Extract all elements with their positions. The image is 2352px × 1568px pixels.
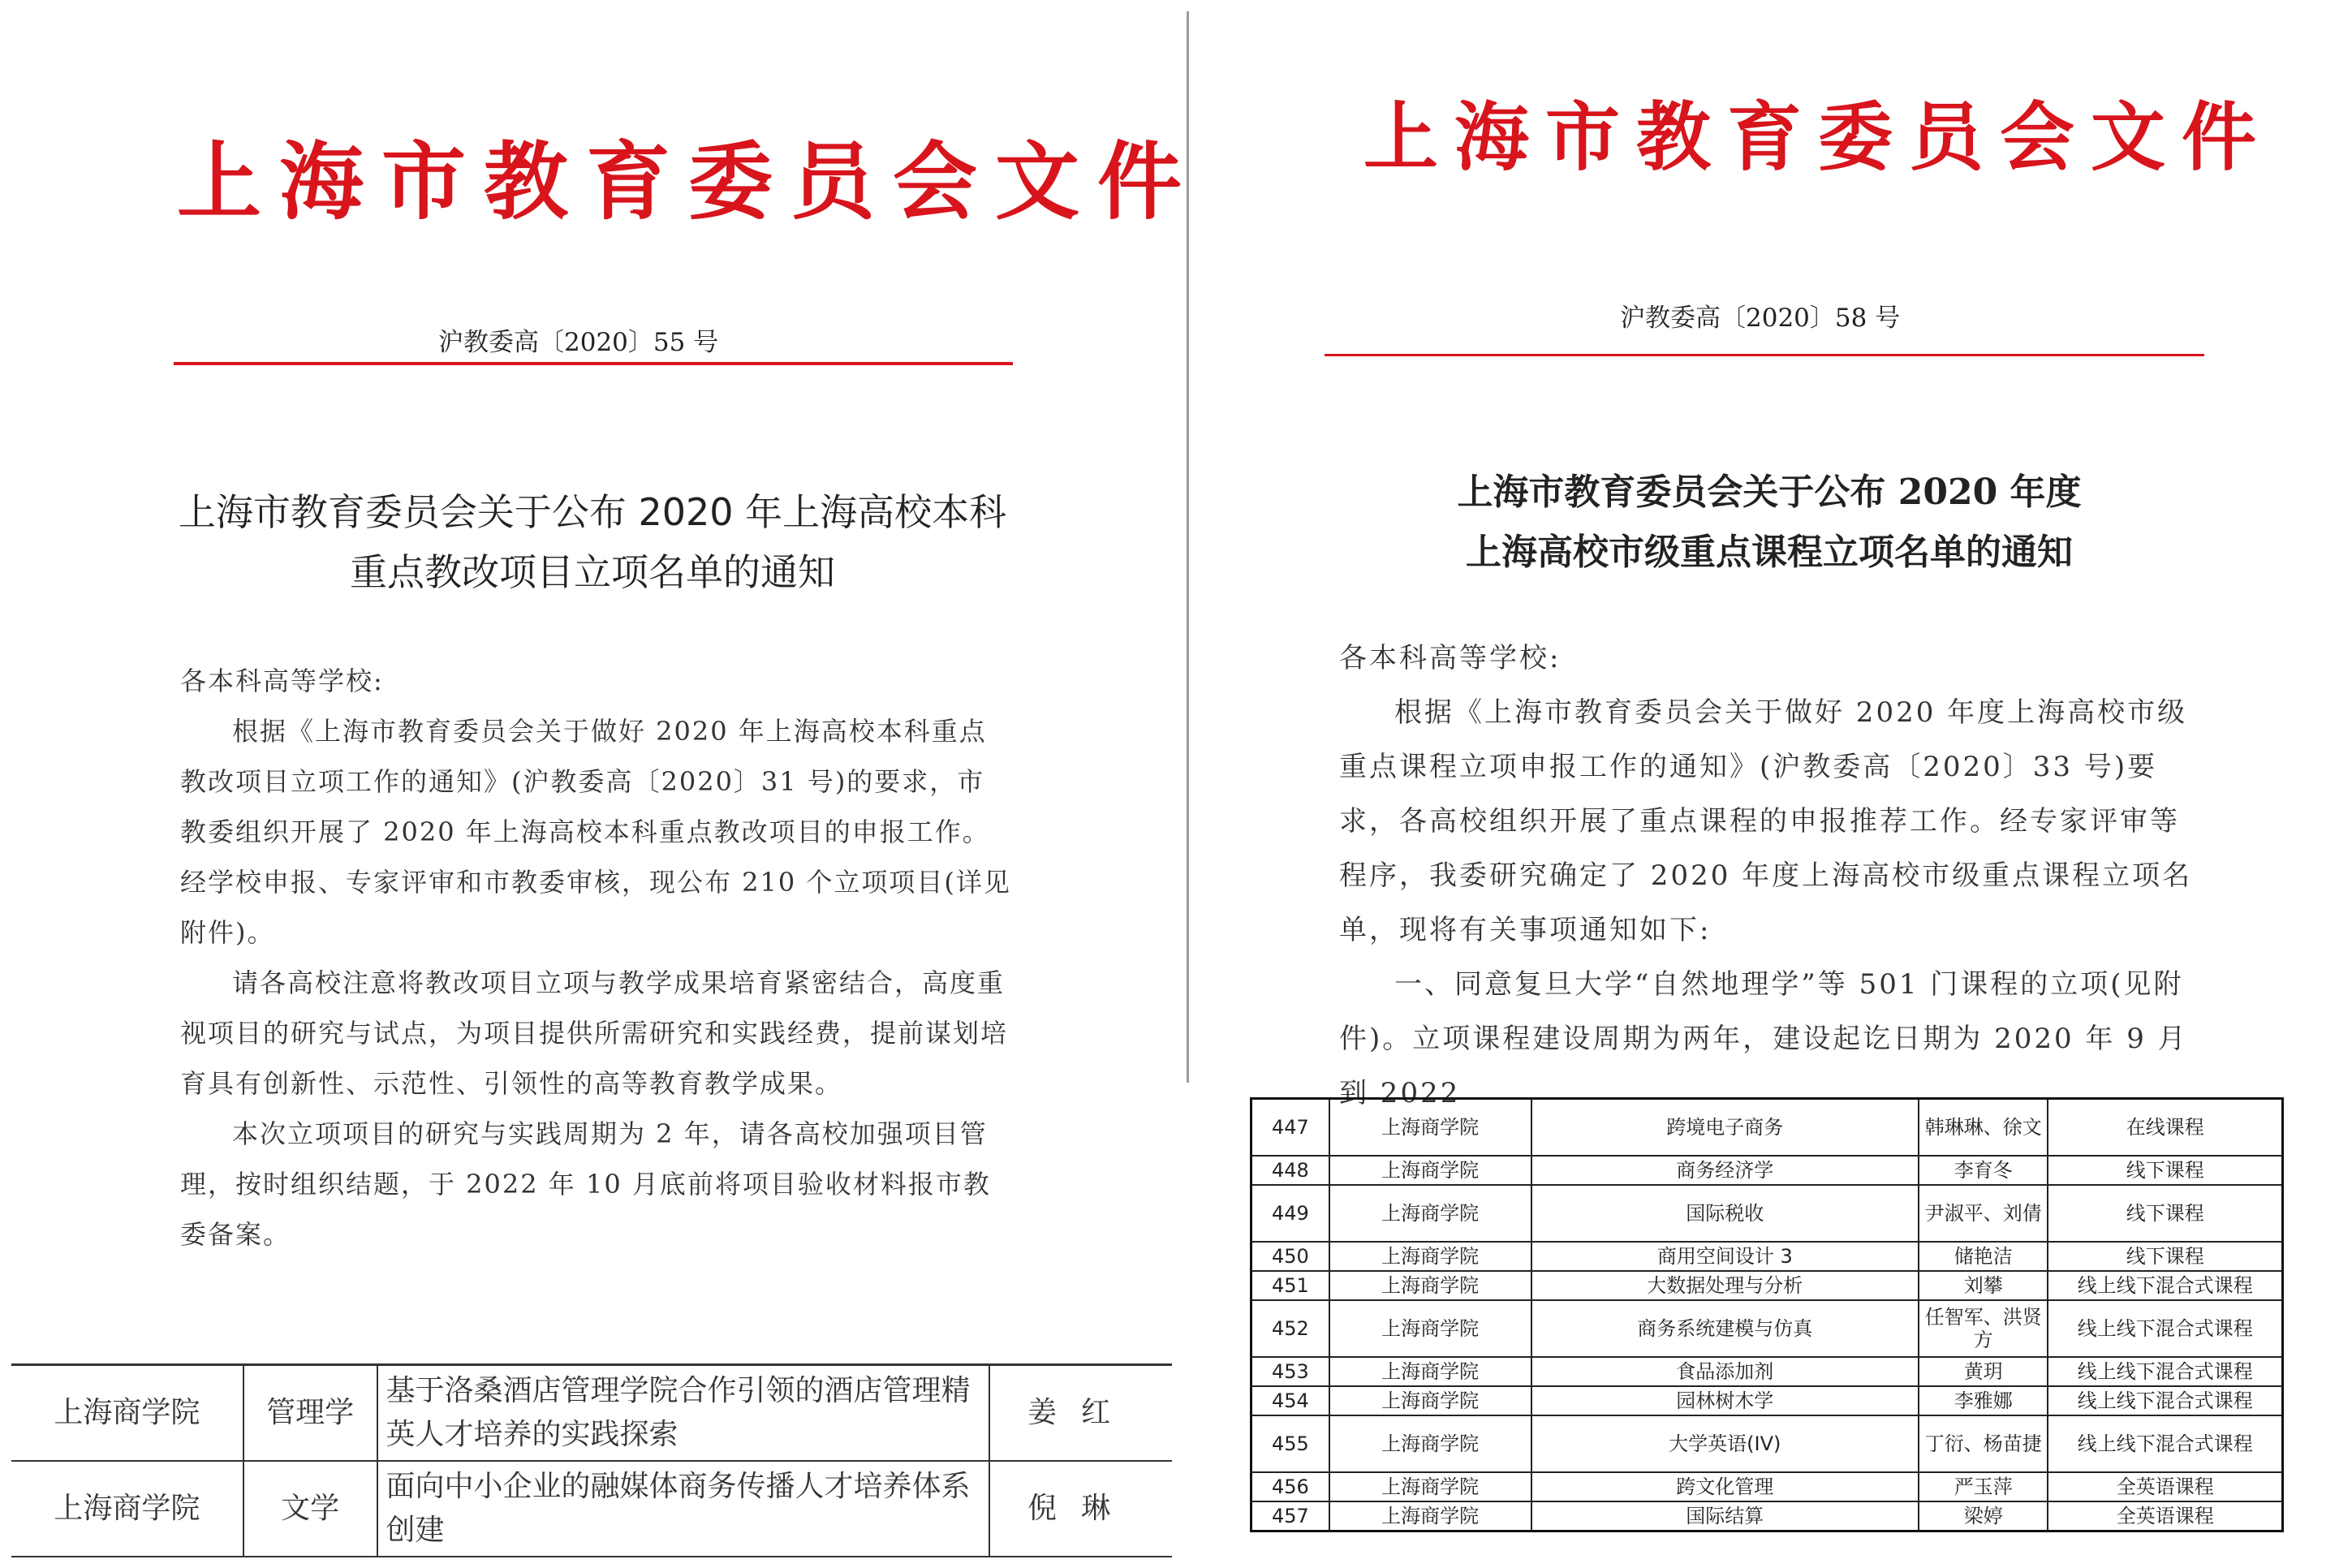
table-row: [11, 1461, 1172, 1557]
cell-type: 线下课程: [2048, 1156, 2282, 1185]
cell-number: 449: [1251, 1185, 1329, 1242]
cell-type: 线上线下混合式课程: [2048, 1386, 2282, 1415]
cell-person: 黄玥: [1919, 1357, 2048, 1386]
cell-field: 文学: [243, 1461, 377, 1557]
table-row: [1251, 1271, 2283, 1300]
table-row: [1251, 1357, 2283, 1386]
cell-type: 线上线下混合式课程: [2048, 1357, 2282, 1386]
left-paragraph-2: 请各高校注意将教改项目立项与教学成果培育紧密结合，高度重视项目的研究与试点，为项目提供所需研究和实践经费，提前谋划培育具有创新性、示范性、引领性的高等教育教学成果。: [180, 967, 1009, 1099]
cell-course: 园林树木学: [1531, 1386, 1919, 1415]
left-red-rule: [174, 362, 1013, 365]
left-doc-number: 沪教委高〔2020〕55 号: [438, 328, 719, 357]
cell-school: 上海商学院: [1329, 1386, 1531, 1415]
cell-school: 上海商学院: [1329, 1156, 1531, 1185]
cell-person: 丁衍、杨苗捷: [1919, 1415, 2048, 1472]
cell-person: 储艳洁: [1919, 1242, 2048, 1271]
cell-school: 上海商学院: [1329, 1099, 1531, 1157]
table-row: [1251, 1185, 2283, 1242]
cell-project: 面向中小企业的融媒体商务传播人才培养体系创建: [377, 1461, 990, 1557]
cell-school: 上海商学院: [1329, 1242, 1531, 1271]
cell-course: 大学英语(IV): [1531, 1415, 1919, 1472]
left-title-line2: 重点教改项目立项名单的通知: [350, 550, 835, 594]
cell-course: 国际税收: [1531, 1185, 1919, 1242]
cell-type: 全英语课程: [2048, 1472, 2282, 1501]
left-salutation: 各本科高等学校:: [180, 666, 384, 696]
cell-school: 上海商学院: [11, 1365, 243, 1462]
cell-type: 在线课程: [2048, 1099, 2282, 1157]
cell-person: 任智军、洪贤方: [1919, 1300, 2048, 1357]
right-red-header: 上海市教育委员会文件: [1363, 93, 2273, 181]
table-row: [1251, 1099, 2283, 1157]
cell-person: 李育冬: [1919, 1156, 2048, 1185]
right-red-rule: [1325, 354, 2204, 356]
right-paragraph-1: 根据《上海市教育委员会关于做好 2020 年度上海高校市级重点课程立项申报工作的通知》(沪教委高〔2020〕33 号)要求，各高校组织开展了重点课程的申报推荐工作。经专家评审等程序，我委研究确定了 2020 年度上海高校市级重点课程立项名单，现将有关事项通知如下:: [1339, 696, 2193, 946]
right-doc-number: 沪教委高〔2020〕58 号: [1620, 304, 1901, 333]
cell-course: 跨境电子商务: [1531, 1099, 1919, 1157]
cell-number: 448: [1251, 1156, 1329, 1185]
cell-course: 商用空间设计 3: [1531, 1242, 1919, 1271]
left-project-table: [11, 1363, 1172, 1557]
cell-number: 447: [1251, 1099, 1329, 1157]
right-title-line2: 上海高校市级重点课程立项名单的通知: [1466, 532, 2073, 573]
right-course-table: [1250, 1097, 2284, 1532]
cell-course: 商务系统建模与仿真: [1531, 1300, 1919, 1357]
right-body: [1339, 631, 2201, 1109]
left-title-line1: 上海市教育委员会关于公布 2020 年上海高校本科: [178, 490, 1007, 534]
cell-number: 451: [1251, 1271, 1329, 1300]
cell-course: 商务经济学: [1531, 1156, 1919, 1185]
left-paragraph-3: 本次立项项目的研究与实践周期为 2 年，请各高校加强项目管理，按时组织结题，于 2022 年 10 月底前将项目验收材料报市教委备案。: [180, 1118, 991, 1250]
cell-type: 线下课程: [2048, 1185, 2282, 1242]
cell-person: 姜红: [989, 1365, 1172, 1462]
cell-person: 刘攀: [1919, 1271, 2048, 1300]
cell-person: 李雅娜: [1919, 1386, 2048, 1415]
table-row: [11, 1365, 1172, 1462]
left-red-header: 上海市教育委员会文件: [177, 132, 1200, 231]
left-body: [180, 656, 1011, 1260]
cell-school: 上海商学院: [1329, 1185, 1531, 1242]
cell-course: 跨文化管理: [1531, 1472, 1919, 1501]
right-paragraph-2: 一、同意复旦大学“自然地理学”等 501 门课程的立项(见附件)。立项课程建设周期为两年，建设起讫日期为 2020 年 9 月到 2022: [1339, 968, 2188, 1109]
cell-school: 上海商学院: [1329, 1300, 1531, 1357]
cell-school: 上海商学院: [1329, 1357, 1531, 1386]
cell-project: 基于洛桑酒店管理学院合作引领的酒店管理精英人才培养的实践探索: [377, 1365, 990, 1462]
cell-school: 上海商学院: [1329, 1472, 1531, 1501]
cell-number: 457: [1251, 1501, 1329, 1531]
cell-number: 453: [1251, 1357, 1329, 1386]
left-paragraph-1: 根据《上海市教育委员会关于做好 2020 年上海高校本科重点教改项目立项工作的通知》(沪教委高〔2020〕31 号)的要求，市教委组织开展了 2020 年上海高校本科重点教改项目的申报工作。经学校申报、专家评审和市教委审核，现公布 210 个立项项目(详见附件)。: [180, 716, 1011, 948]
cell-type: 线下课程: [2048, 1242, 2282, 1271]
right-title-line1: 上海市教育委员会关于公布 2020 年度: [1457, 472, 2082, 513]
table-row: [1251, 1156, 2283, 1185]
right-title: [1331, 463, 2208, 583]
cell-number: 454: [1251, 1386, 1329, 1415]
cell-type: 线上线下混合式课程: [2048, 1415, 2282, 1472]
cell-number: 450: [1251, 1242, 1329, 1271]
cell-person: 严玉萍: [1919, 1472, 2048, 1501]
cell-type: 线上线下混合式课程: [2048, 1300, 2282, 1357]
table-row: [1251, 1242, 2283, 1271]
table-row: [1251, 1386, 2283, 1415]
cell-type: 全英语课程: [2048, 1501, 2282, 1531]
table-row: [1251, 1415, 2283, 1472]
cell-field: 管理学: [243, 1365, 377, 1462]
cell-person: 倪琳: [989, 1461, 1172, 1557]
cell-course: 食品添加剂: [1531, 1357, 1919, 1386]
cell-number: 452: [1251, 1300, 1329, 1357]
left-title: [162, 482, 1023, 602]
cell-school: 上海商学院: [1329, 1501, 1531, 1531]
cell-number: 456: [1251, 1472, 1329, 1501]
cell-school: 上海商学院: [1329, 1271, 1531, 1300]
table-row: [1251, 1501, 2283, 1531]
table-row: [1251, 1472, 2283, 1501]
cell-person: 尹淑平、刘倩: [1919, 1185, 2048, 1242]
cell-school: 上海商学院: [11, 1461, 243, 1557]
cell-course: 大数据处理与分析: [1531, 1271, 1919, 1300]
cell-number: 455: [1251, 1415, 1329, 1472]
cell-course: 国际结算: [1531, 1501, 1919, 1531]
cell-person: 韩琳琳、徐文: [1919, 1099, 2048, 1157]
cell-type: 线上线下混合式课程: [2048, 1271, 2282, 1300]
cell-school: 上海商学院: [1329, 1415, 1531, 1472]
table-row: [1251, 1300, 2283, 1357]
right-salutation: 各本科高等学校:: [1339, 642, 1562, 674]
cell-person: 梁婷: [1919, 1501, 2048, 1531]
